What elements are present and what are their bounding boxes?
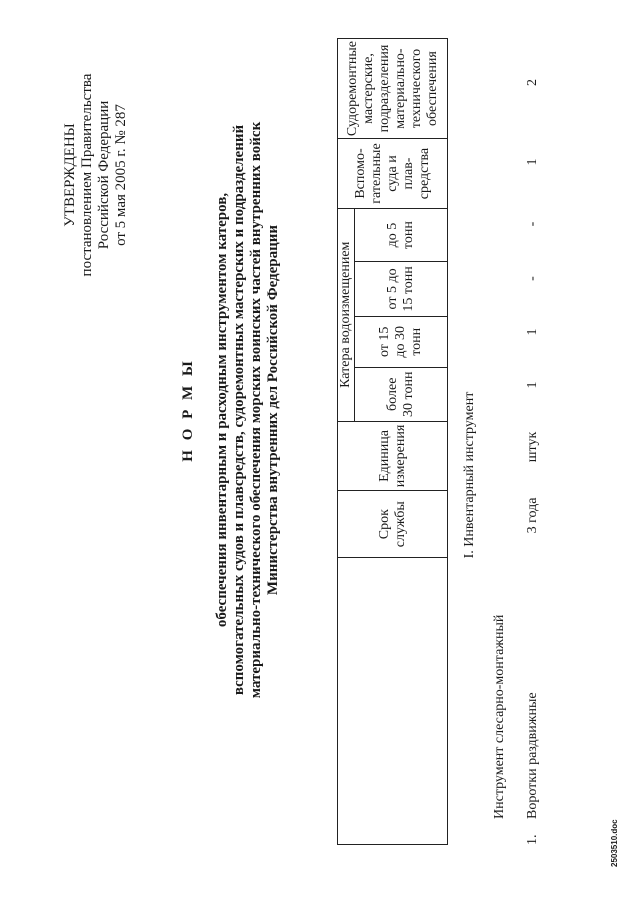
approval-date: от 5 мая 2005 г. № 287: [113, 104, 129, 246]
row-over30: 1: [525, 381, 540, 389]
header-service-life: Срок службы: [338, 491, 448, 558]
header-boats-group: Катера водоизмещением: [338, 208, 355, 421]
footer-doc-code: 2503510.doc: [610, 819, 619, 867]
title-line: вспомогательных судов и плавсредств, судоремонтных мастерских и подразделений: [231, 124, 247, 696]
title-heading: Н О Р М Ы: [180, 358, 196, 462]
header-repair-shops: Судоремонтные мастерские, подразделения материально-технического обеспечения: [338, 39, 448, 139]
section-title: I. Инвентарный инструмент: [462, 391, 477, 559]
header-boats-upto5: до 5 тонн: [355, 208, 448, 261]
row-number: 1.: [525, 834, 540, 845]
header-boats-15-30: от 15 до 30 тонн: [355, 316, 448, 367]
header-unit: Единица измерения: [338, 421, 448, 491]
approval-block: [62, 25, 130, 325]
approval-heading: УТВЕРЖДЕНЫ: [62, 123, 78, 227]
group-title: Инструмент слесарно-монтажный: [492, 614, 507, 819]
title-line: обеспечения инвентарным и расходным инструментом катеров,: [214, 192, 230, 628]
header-boats-over30: более 30 тонн: [355, 368, 448, 422]
header-name-cell: [338, 557, 448, 844]
row-item-name: Воротки раздвижные: [525, 692, 540, 819]
row-unit: штук: [525, 431, 540, 463]
row-15-30: 1: [525, 328, 540, 336]
document-title: [180, 115, 282, 705]
title-line: материально-технического обеспечения морских воинских частей внутренних войск: [248, 121, 264, 699]
row-aux: 1: [525, 158, 540, 166]
header-boats-5-15: от 5 до 15 тонн: [355, 262, 448, 316]
row-5-15: -: [525, 276, 540, 281]
title-line: Министерства внутренних дел Российской Федерации: [265, 224, 281, 596]
header-aux-vessels: Вспомо-гательные суда и плав-средства: [338, 139, 448, 209]
row-service-life: 3 года: [525, 497, 540, 534]
norms-table-header: [337, 38, 448, 845]
approval-line: Российской Федерации: [96, 100, 112, 250]
approval-line: постановлением Правительства: [79, 73, 95, 277]
row-upto5: -: [525, 221, 540, 227]
row-repair: 2: [525, 79, 540, 86]
